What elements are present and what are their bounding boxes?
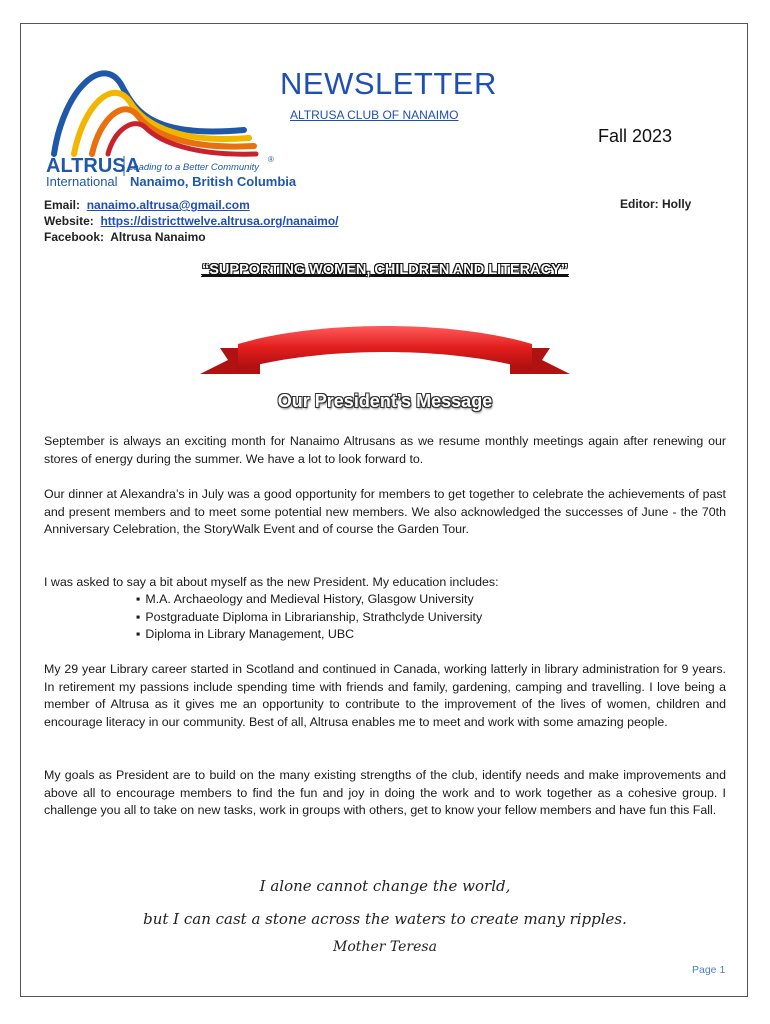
contact-block: Email: nanaimo.altrusa@gmail.com Website: https://districttwelve.altrusa.org/nanaimo/ Facebook: Altrusa Nanaimo: [44, 198, 339, 244]
quote-author: Mother Teresa: [333, 939, 437, 955]
list-item: ▪ Diploma in Library Management, UBC: [136, 626, 482, 644]
website-link[interactable]: https://districttwelve.altrusa.org/nanaimo/: [100, 214, 339, 228]
logo-location: Nanaimo, British Columbia: [130, 174, 297, 189]
message-paragraph-5: My goals as President are to build on the many existing strengths of the club, identify needs and make improvements and above all to encourage members to find the fun and joy in doing the work and to work together as a cohesive group. I challenge you all to take on new tasks, work in groups with others, get to know your fellow members and have fun this Fall.: [44, 768, 726, 818]
list-item: ▪ M.A. Archaeology and Medieval History, Glasgow University: [136, 591, 482, 609]
message-paragraph-2: Our dinner at Alexandra’s in July was a good opportunity for members to get together to celebrate the achievements of past and present members and to meet some potential new members. We also acknowledged the successes of June - the 70th Anniversary Celebration, the StoryWalk Event and of course the Garden Tour.: [44, 487, 726, 537]
list-item: ▪ Postgraduate Diploma in Librarianship, Strathclyde University: [136, 609, 482, 627]
quote-line-1: I alone cannot change the world,: [259, 877, 511, 895]
logo-brand: ALTRUSA: [46, 155, 141, 177]
message-paragraph-3: I was asked to say a bit about myself as the new President. My education includes:: [44, 575, 499, 589]
newsletter-title: NEWSLETTER: [280, 66, 497, 101]
education-list: [136, 591, 482, 644]
club-motto: “SUPPORTING WOMEN, CHILDREN AND LITERACY”: [202, 262, 568, 278]
svg-text:®: ®: [268, 155, 274, 164]
facebook-name: Altrusa Nanaimo: [110, 230, 206, 244]
page-number: Page 1: [692, 964, 726, 976]
quote-line-2: but I can cast a stone across the waters to create many ripples.: [143, 910, 627, 928]
logo-international: International: [46, 174, 118, 189]
email-link[interactable]: nanaimo.altrusa@gmail.com: [86, 198, 250, 212]
presidents-message-title: Our President’s Message: [277, 391, 493, 411]
editor-label: Editor: Holly: [620, 197, 692, 211]
message-paragraph-4: My 29 year Library career started in Scotland and continued in Canada, working latterly in library administration for 9 years. In retirement my passions include spending time with friends and family, gardening, camping and travelling. I love being a member of Altrusa as it gives me an opportunity to contribute to the improvement of the lives of women, children and encourage literacy in our community. Best of all, Altrusa enables me to meet and work with some amazing people.: [44, 662, 726, 729]
logo-tagline: Leading to a Better Community: [128, 162, 259, 173]
message-paragraph-1: September is always an exciting month for Nanaimo Altrusans as we resume monthly meetings again after renewing our stores of energy during the summer. We have a lot to look forward to.: [44, 434, 726, 466]
club-name: ALTRUSA CLUB OF NANAIMO: [290, 108, 459, 122]
issue-label: Fall 2023: [598, 126, 673, 146]
ribbon-banner: [198, 318, 572, 388]
